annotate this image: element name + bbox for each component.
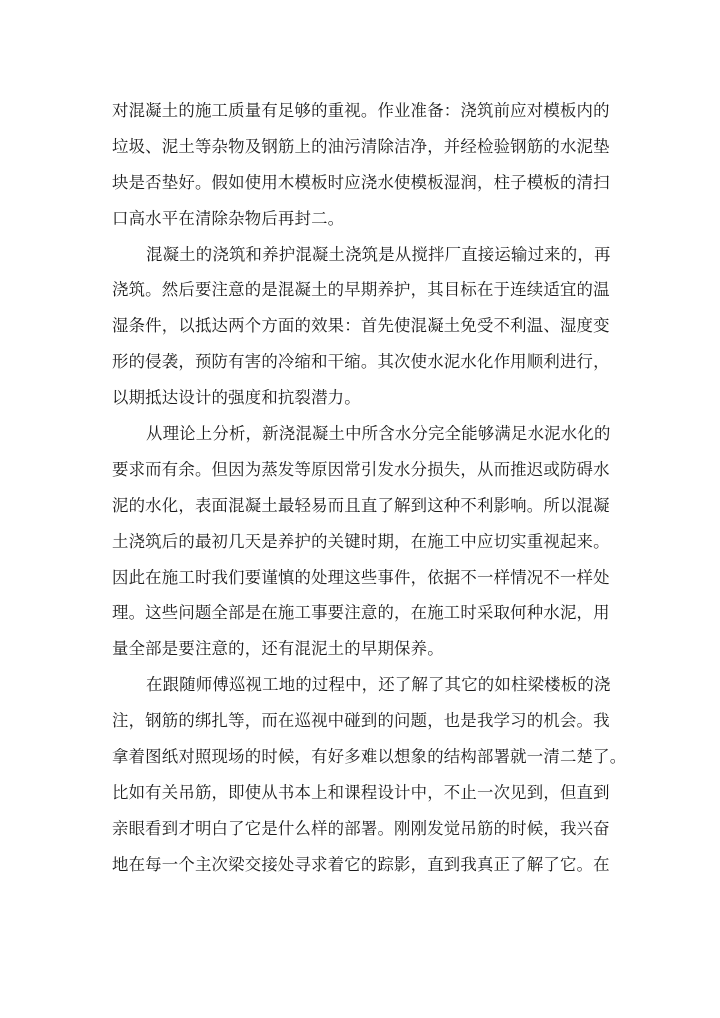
paragraph-3 [112, 416, 612, 667]
text-line: 以期抵达设计的强度和抗裂潜力。 [112, 388, 361, 408]
text-line: 从理论上分析，新浇混凝土中所含水分完全能够满足水泥水化的 [146, 424, 611, 444]
paragraph-1 [112, 93, 612, 237]
text-line: 垃圾、泥土等杂物及钢筋上的油污清除洁净，并经检验钢筋的水泥垫 [112, 136, 610, 156]
text-line: 拿着图纸对照现场的时候，有好多难以想象的结构部署就一清二楚了。 [112, 747, 627, 767]
text-line: 地在每一个主次梁交接处寻求着它的踪影，直到我真正了解了它。在 [112, 854, 610, 874]
paragraph-4 [112, 667, 627, 882]
text-line: 对混凝土的施工质量有足够的重视。作业准备：浇筑前应对模板内的 [112, 101, 610, 120]
text-line: 在跟随师傅巡视工地的过程中，还了解了其它的如柱梁楼板的浇 [146, 675, 611, 695]
text-line: 浇筑。然后要注意的是混凝土的早期养护，其目标在于连续适宜的温 [112, 280, 610, 300]
text-line: 口高水平在清除杂物后再封二。 [112, 208, 345, 228]
text-line: 土浇筑后的最初几天是养护的关键时期，在施工中应切实重视起来。 [112, 531, 610, 551]
text-line: 理。这些问题全部是在施工事要注意的，在施工时采取何种水泥，用 [112, 603, 610, 623]
paragraph-2 [112, 237, 612, 416]
text-line: 因此在施工时我们要谨慎的处理这些事件，依据不一样情况不一样处 [112, 567, 610, 587]
text-line: 比如有关吊筋，即使从书本上和课程设计中，不止一次见到，但直到 [112, 782, 610, 802]
text-line: 混凝土的浇筑和养护混凝土浇筑是从搅拌厂直接运输过来的，再 [146, 244, 611, 264]
text-line: 亲眼看到才明白了它是什么样的部署。刚刚发觉吊筋的时候，我兴奋 [112, 818, 610, 838]
text-line: 量全部是要注意的，还有混泥土的早期保养。 [112, 639, 444, 659]
text-line: 块是否垫好。假如使用木模板时应浇水使模板湿润，柱子模板的清扫 [112, 172, 610, 192]
text-line: 形的侵袭，预防有害的冷缩和干缩。其次使水泥水化作用顺利进行， [112, 352, 610, 372]
document-body [112, 93, 627, 883]
text-line: 湿条件，以抵达两个方面的效果：首先使混凝土免受不利温、湿度变 [112, 316, 610, 336]
text-line: 注，钢筋的绑扎等，而在巡视中碰到的问题，也是我学习的机会。我 [112, 711, 610, 731]
text-line: 要求而有余。但因为蒸发等原因常引发水分损失，从而推迟或防碍水 [112, 459, 610, 479]
text-line: 泥的水化，表面混凝土最轻易而且直了解到这种不利影响。所以混凝 [112, 495, 610, 515]
